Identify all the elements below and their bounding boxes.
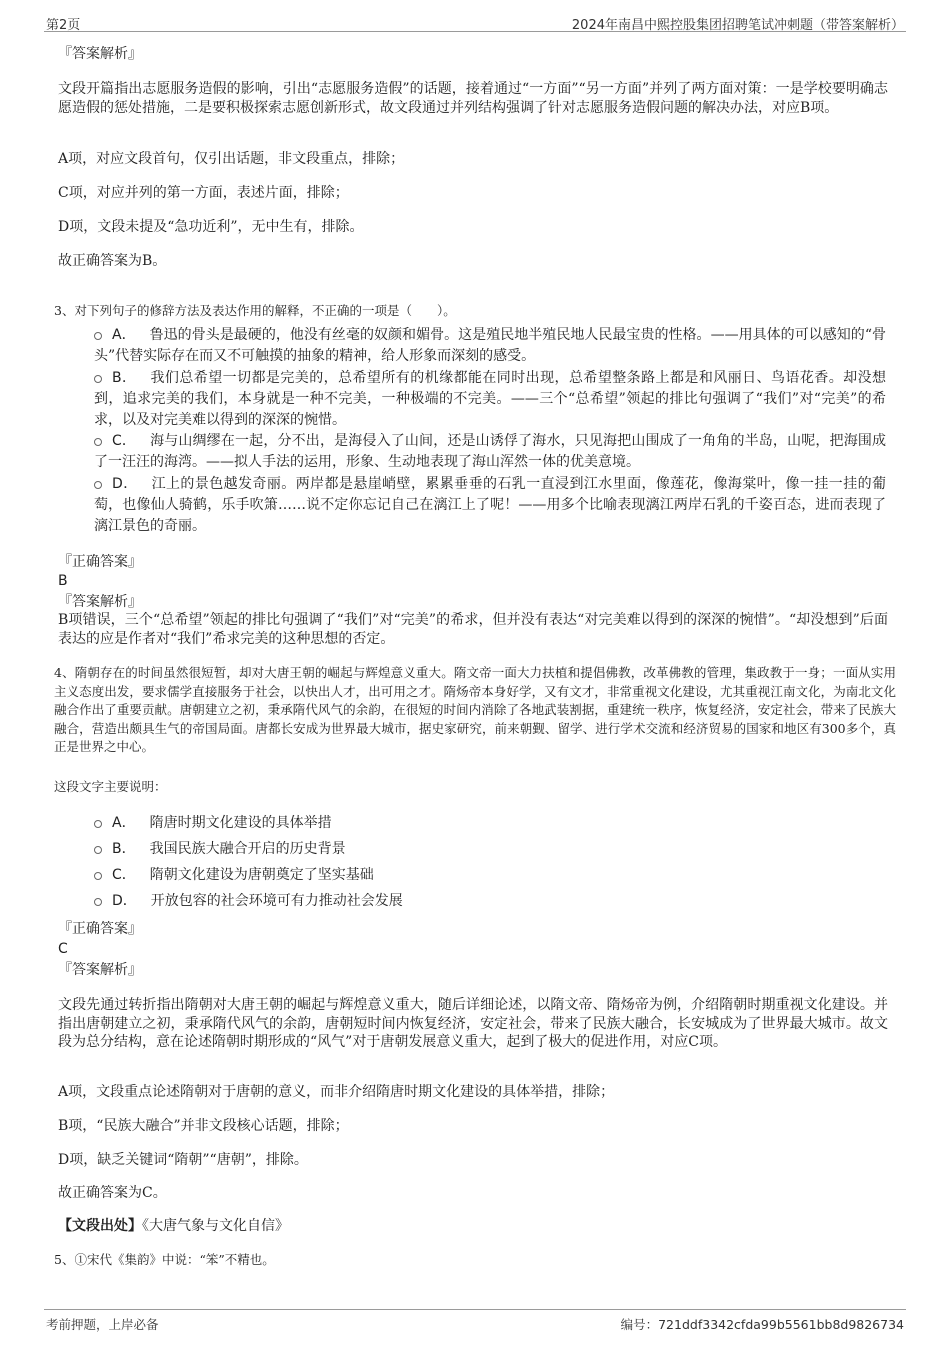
- radio-icon[interactable]: [94, 820, 102, 828]
- q4-option-b-note: B项，“民族大融合”并非文段核心话题，排除；: [58, 1118, 349, 1134]
- document-title: 2024年南昌中熙控股集团招聘笔试冲刺题（带答案解析）: [571, 18, 904, 33]
- option-letter: C．: [112, 433, 137, 449]
- q4-conclusion: 故正确答案为C。: [58, 1185, 167, 1201]
- page-footer: [44, 1309, 906, 1332]
- radio-icon[interactable]: [94, 846, 102, 854]
- page-number: 第2页: [46, 18, 81, 33]
- q3-answer-label: 『正确答案』: [58, 554, 142, 570]
- q3-option-c[interactable]: [94, 431, 886, 473]
- q4-option-c[interactable]: [94, 865, 886, 886]
- q2-analysis-label: 『答案解析』: [58, 46, 142, 62]
- option-letter: C．: [112, 867, 136, 883]
- radio-icon[interactable]: [94, 332, 102, 340]
- q4-answer-label: 『正确答案』: [58, 921, 142, 937]
- q2-conclusion: 故正确答案为B。: [58, 253, 167, 269]
- q3-stem: 3、对下列句子的修辞方法及表达作用的解释，不正确的一项是（ ）。: [54, 303, 456, 318]
- option-text: 江上的景色越发奇丽。两岸都是悬崖峭壁，累累垂垂的石乳一直浸到江水里面，像莲花，像海棠叶，像一挂一挂的葡萄，也像仙人骑鹤，乐手吹箫……说不定你忘记自己在漓江上了呢！——用多个比喻表现漓江两岸石乳的千姿百态，进而表现了漓江景色的奇丽。: [94, 476, 887, 534]
- q3-option-d[interactable]: [94, 474, 886, 537]
- option-text: 我们总希望一切都是完美的，总希望所有的机缘都能在同时出现，总希望整条路上都是和风丽日、鸟语花香。却没想到，追求完美的我们，本身就是一种不完美，一种极端的不完美。——三个“总希望”领起的排比句强调了“我们”对“完美”的希求，以及对完美难以得到的深深的惋惜。: [94, 370, 886, 428]
- option-text: 海与山绸缪在一起，分不出，是海侵入了山间，还是山诱俘了海水，只见海把山围成了一角角的半岛，山呢，把海围成了一汪汪的海湾。——拟人手法的运用，形象、生动地表现了海山浑然一体的优美意境。: [94, 433, 886, 470]
- radio-icon[interactable]: [94, 898, 102, 906]
- page-header: [44, 9, 906, 32]
- q4-stem: 4、隋朝存在的时间虽然很短暂，却对大唐王朝的崛起与辉煌意义重大。隋文帝一面大力扶植和提倡佛教，改革佛教的管理，集政教于一身；一面从实用主义态度出发，要求儒学直接服务于社会，以快出人才，出可用之才。隋炀帝本身好学，又有文才，非常重视文化建设，尤其重视江南文化，为南北文化融合作出了重要贡献。唐朝建立之初，秉承隋代风气的余韵，在很短的时间内消除了各地武装割据，重建统一秩序，恢复经济，安定社会，带来了民族大融合，营造出颇具生气的帝国局面。唐都长安成为世界最大城市，据史家研究，前来朝觐、留学、进行学术交流和经济贸易的国家和地区有300多个，真正是世界之中心。: [54, 665, 896, 754]
- q4-source: [58, 1217, 888, 1236]
- source-label: 【文段出处】: [58, 1218, 142, 1234]
- q2-option-d-note: D项，文段未提及“急功近利”，无中生有，排除。: [58, 219, 364, 235]
- q2-option-c-note: C项，对应并列的第一方面，表述片面，排除；: [58, 185, 349, 201]
- radio-icon[interactable]: [94, 872, 102, 880]
- option-text: 我国民族大融合开启的历史背景: [149, 841, 346, 857]
- option-text: 开放包容的社会环境可有力推动社会发展: [150, 893, 403, 909]
- q3-analysis-label: 『答案解析』: [58, 594, 142, 610]
- q4-option-d[interactable]: [94, 891, 886, 912]
- q4-question: 这段文字主要说明：: [54, 779, 167, 794]
- q3-option-a[interactable]: [94, 325, 886, 367]
- document-code: 编号：721ddf3342cfda99b5561bb8d9826734: [620, 1317, 904, 1332]
- footer-slogan: 考前押题，上岸必备: [46, 1317, 159, 1332]
- radio-icon[interactable]: [94, 438, 102, 446]
- q4-answer: C: [58, 941, 68, 957]
- option-text: 隋唐时期文化建设的具体举措: [149, 815, 332, 831]
- option-letter: A．: [112, 327, 136, 343]
- option-letter: D．: [112, 893, 137, 909]
- q5-stem: 5、①宋代《集韵》中说：“笨”不精也。: [54, 1252, 275, 1267]
- q4-option-a[interactable]: [94, 813, 886, 834]
- q2-analysis-text: 文段开篇指出志愿服务造假的影响，引出“志愿服务造假”的话题，接着通过“一方面”“另一方面”并列了两方面对策：一是学校要明确志愿造假的惩处措施，二是要积极探索志愿创新形式，故文段通过并列结构强调了针对志愿服务造假问题的解决办法，对应B项。: [58, 81, 888, 116]
- q3-analysis-text: B项错误，三个“总希望”领起的排比句强调了“我们”对“完美”的希求，但并没有表达“对完美难以得到的深深的惋惜”。“却没想到”后面表达的应是作者对“我们”希求完美的这种思想的否定。: [58, 612, 888, 647]
- option-letter: B．: [112, 841, 136, 857]
- q4-analysis-text: 文段先通过转折指出隋朝对大唐王朝的崛起与辉煌意义重大，随后详细论述，以隋文帝、隋炀帝为例，介绍隋朝时期重视文化建设。并指出唐朝建立之初，秉承隋代风气的余韵，唐朝短时间内恢复经济，安定社会，带来了民族大融合，长安城成为了世界最大城市。故文段为总分结构，意在论述隋朝时期形成的“风气”对于唐朝发展意义重大，起到了极大的促进作用，对应C项。: [58, 997, 888, 1050]
- q4-option-d-note: D项，缺乏关键词“隋朝”“唐朝”，排除。: [58, 1152, 308, 1168]
- option-letter: B．: [112, 370, 137, 386]
- option-text: 鲁迅的骨头是最硬的，他没有丝毫的奴颜和媚骨。这是殖民地半殖民地人民最宝贵的性格。——用具体的可以感知的“骨头”代替实际存在而又不可触摸的抽象的精神，给人形象而深刻的感受。: [94, 327, 886, 364]
- q4-option-a-note: A项，文段重点论述隋朝对于唐朝的意义，而非介绍隋唐时期文化建设的具体举措，排除；: [58, 1084, 615, 1100]
- q2-option-a-note: A项，对应文段首句，仅引出话题，非文段重点，排除；: [58, 151, 405, 167]
- radio-icon[interactable]: [94, 481, 102, 489]
- radio-icon[interactable]: [94, 375, 102, 383]
- q4-analysis-label: 『答案解析』: [58, 962, 142, 978]
- option-letter: D．: [112, 476, 138, 492]
- source-title: 《大唐气象与文化自信》: [142, 1218, 289, 1234]
- q3-answer: B: [58, 573, 68, 589]
- q3-option-b[interactable]: [94, 368, 886, 431]
- option-text: 隋朝文化建设为唐朝奠定了坚实基础: [149, 867, 374, 883]
- option-letter: A．: [112, 815, 136, 831]
- q4-option-b[interactable]: [94, 839, 886, 860]
